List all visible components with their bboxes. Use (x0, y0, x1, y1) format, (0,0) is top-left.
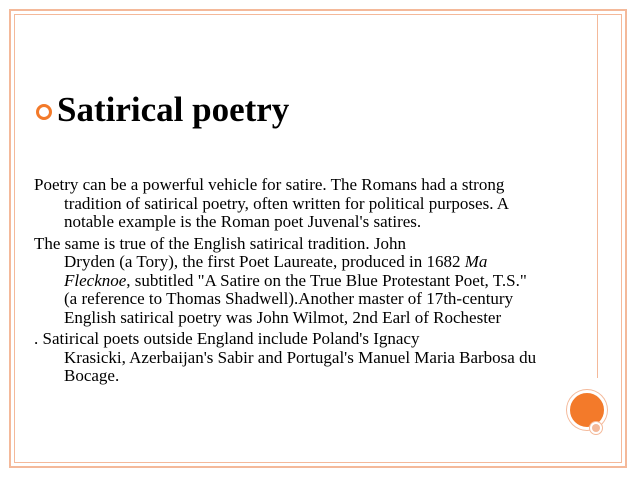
paragraph-english-satire (34, 235, 600, 328)
italic-title-fragment: Ma (464, 252, 488, 271)
slide-body (34, 176, 600, 389)
paragraph-line: tradition of satirical poetry, often written for political purposes. A (64, 193, 510, 213)
paragraph-text: Dryden (a Tory), the first Poet Laureate, produced in 1682 (64, 252, 465, 271)
paragraph-line: Poetry can be a powerful vehicle for satire. The Romans had a strong (34, 175, 505, 194)
slide-title-row (36, 90, 289, 130)
paragraph-line: (a reference to Thomas Shadwell).Another master of 17th-century (64, 289, 514, 308)
paragraph-line: Bocage. (64, 366, 120, 385)
paragraph-roman-satire (34, 176, 600, 232)
small-dot-icon (592, 424, 600, 432)
slide-title: Satirical poetry (57, 90, 290, 129)
paragraph-line: Krasicki, Azerbaijan's Sabir and Portugal's Manuel Maria Barbosa du (64, 347, 537, 367)
ring-bullet-icon (36, 104, 52, 120)
paragraph-line: . Satirical poets outside England include Poland's Ignacy (34, 329, 420, 348)
paragraph-text: , subtitled "A Satire on the True Blue Protestant Poet, T.S." (126, 270, 527, 290)
paragraph-line (34, 253, 600, 272)
paragraph-other-satirists (34, 330, 600, 386)
paragraph-line: English satirical poetry was John Wilmot, 2nd Earl of Rochester (64, 307, 502, 327)
paragraph-line: notable example is the Roman poet Juvenal's satires. (64, 212, 422, 231)
paragraph-line: The same is true of the English satirical tradition. John (34, 233, 407, 253)
paragraph-line (34, 272, 600, 291)
italic-title-fragment: Flecknoe (64, 270, 127, 290)
